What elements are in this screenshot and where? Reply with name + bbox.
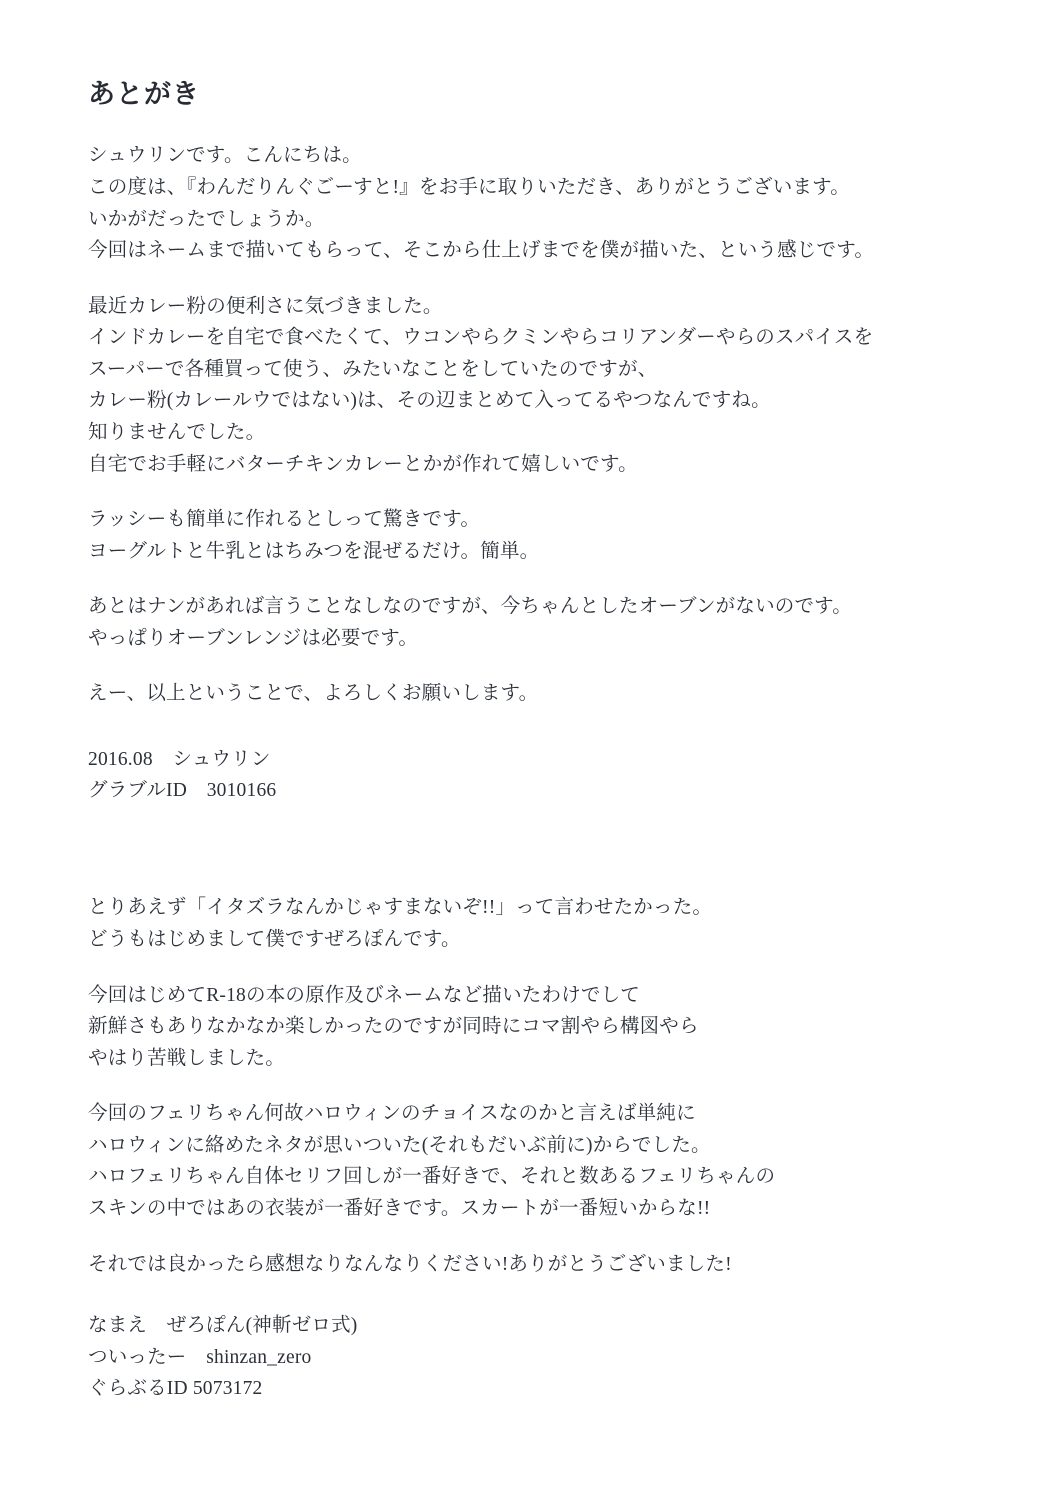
signature-line: グラブルID 3010166 <box>88 780 277 802</box>
paragraph-thanks2 <box>88 1249 962 1281</box>
signature-second <box>88 1310 962 1405</box>
text-line: 今回のフェリちゃん何故ハロウィンのチョイスなのかと言えば単純に <box>88 1103 696 1125</box>
signature-line: なまえ ぜろぽん(神斬ゼロ式) <box>88 1315 358 1337</box>
text-line: 自宅でお手軽にバターチキンカレーとかが作れて嬉しいです。 <box>88 453 638 475</box>
text-line: 新鮮さもありなかなか楽しかったのですが同時にコマ割やら構図やら <box>88 1016 699 1038</box>
text-line: ハロウィンに絡めたネタが思いついた(それもだいぶ前に)からでした。 <box>88 1134 711 1156</box>
paragraph-lassi <box>88 504 962 567</box>
text-line: それでは良かったら感想なりなんなりください!ありがとうございました! <box>88 1253 732 1275</box>
paragraph-naan <box>88 591 962 654</box>
text-line: いかがだったでしょうか。 <box>88 208 325 230</box>
signature-first <box>88 744 962 806</box>
text-line: ハロフェリちゃん自体セリフ回しが一番好きで、それと数あるフェリちゃんの <box>88 1166 776 1188</box>
text-line: ヨーグルトと牛乳とはちみつを混ぜるだけ。簡単。 <box>88 540 540 562</box>
afterword-second-author <box>88 892 962 1405</box>
text-line: シュウリンです。こんにちは。 <box>88 145 362 167</box>
signature-line: ついったー shinzan_zero <box>88 1346 312 1368</box>
signature-line: 2016.08 シュウリン <box>88 749 271 771</box>
page-title: あとがき <box>88 79 200 109</box>
text-line: スキンの中ではあの衣装が一番好きです。スカートが一番短いからな!! <box>88 1198 711 1220</box>
text-line: 今回はじめてR-18の本の原作及びネームなど描いたわけでして <box>88 984 641 1006</box>
text-line: 最近カレー粉の便利さに気づきました。 <box>88 295 443 317</box>
text-line: インドカレーを自宅で食べたくて、ウコンやらクミンやらコリアンダーやらのスパイスを <box>88 327 874 349</box>
signature-line: ぐらぶるID 5073172 <box>88 1378 263 1400</box>
text-line: スーパーで各種買って使う、みたいなことをしていたのですが、 <box>88 358 658 380</box>
section-divider-space <box>88 806 962 892</box>
text-line: えー、以上ということで、よろしくお願いします。 <box>88 683 539 705</box>
text-line: やっぱりオーブンレンジは必要です。 <box>88 627 419 649</box>
text-line: やはり苦戦しました。 <box>88 1047 286 1069</box>
paragraph-intro <box>88 140 962 266</box>
text-line: カレー粉(カレールウではない)は、その辺まとめて入ってるやつなんですね。 <box>88 390 771 412</box>
text-line: あとはナンがあれば言うことなしなのですが、今ちゃんとしたオーブンがないのです。 <box>88 596 853 618</box>
text-line: この度は、『わんだりんぐごーすと!』をお手に取りいただき、ありがとうございます。 <box>88 176 850 198</box>
text-line: 知りませんでした。 <box>88 422 266 444</box>
text-line: ラッシーも簡単に作れるとしって驚きです。 <box>88 509 481 531</box>
text-line: どうもはじめまして僕ですぜろぽんです。 <box>88 929 461 951</box>
paragraph-feri <box>88 1098 962 1224</box>
text-line: 今回はネームまで描いてもらって、そこから仕上げまでを僕が描いた、という感じです。 <box>88 240 875 262</box>
text-line: とりあえず「イタズラなんかじゃすまないぞ!!」って言わせたかった。 <box>88 897 713 919</box>
paragraph-greeting2 <box>88 892 962 955</box>
paragraph-work2 <box>88 980 962 1075</box>
paragraph-curry <box>88 291 962 480</box>
paragraph-closing <box>88 678 962 710</box>
